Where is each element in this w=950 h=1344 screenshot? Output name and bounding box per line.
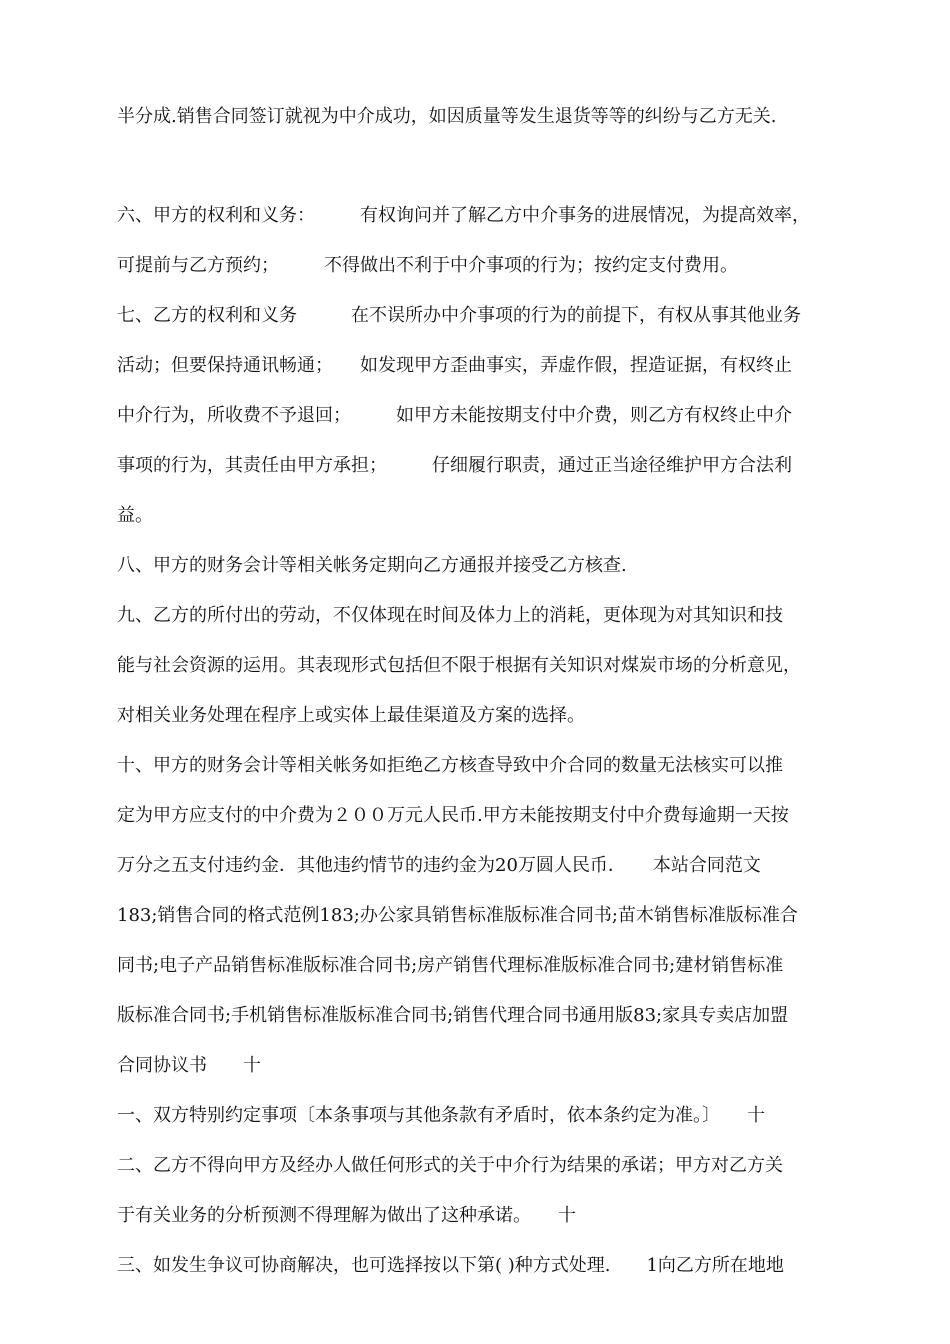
text-line: 益。	[117, 505, 153, 526]
text-line: 万分之五支付违约金．其他违约情节的违约金为20万圆人民币． 本站合同范文	[117, 855, 761, 876]
text-line: 九、乙方的所付出的劳动，不仅体现在时间及体力上的消耗，更体现为对其知识和技	[117, 605, 783, 626]
text-line: 二、乙方不得向甲方及经办人做任何形式的关于中介行为结果的承诺；甲方对乙方关	[117, 1155, 783, 1176]
text-line: 七、乙方的权利和义务 在不误所办中介事项的行为的前提下，有权从事其他业务	[117, 305, 801, 326]
text-line: 合同协议书 十	[117, 1055, 261, 1076]
text-line: 中介行为，所收费不予退回； 如甲方未能按期支付中介费，则乙方有权终止中介	[117, 405, 792, 426]
text-line: 版标准合同书;手机销售标准版标准合同书;销售代理合同书通用版83;家具专卖店加盟	[117, 1005, 789, 1026]
text-line: 对相关业务处理在程序上或实体上最佳渠道及方案的选择。	[117, 705, 585, 726]
text-line: 六、甲方的权利和义务： 有权询问并了解乙方中介事务的进展情况，为提高效率，	[117, 205, 810, 226]
text-line: 十、甲方的财务会计等相关帐务如拒绝乙方核查导致中介合同的数量无法核实可以推	[117, 755, 783, 776]
text-line: 活动；但要保持通讯畅通； 如发现甲方歪曲事实，弄虚作假，捏造证据，有权终止	[117, 355, 792, 376]
text-line: 同书;电子产品销售标准版标准合同书;房产销售代理标准版标准合同书;建材销售标准	[117, 955, 784, 976]
text-line: 于有关业务的分析预测不得理解为做出了这种承诺。 十	[117, 1205, 576, 1226]
text-line: 八、甲方的财务会计等相关帐务定期向乙方通报并接受乙方核查.	[117, 555, 627, 576]
text-line: 半分成.销售合同签订就视为中介成功，如因质量等发生退货等等的纠纷与乙方无关.	[117, 106, 777, 127]
text-line: 事项的行为，其责任由甲方承担； 仔细履行职责，通过正当途径维护甲方合法利	[117, 455, 792, 476]
text-line: 能与社会资源的运用。其表现形式包括但不限于根据有关知识对煤炭市场的分析意见，	[117, 655, 801, 676]
text-line: 可提前与乙方预约； 不得做出不利于中介事项的行为；按约定支付费用。	[117, 255, 738, 276]
text-line: 三、如发生争议可协商解决，也可选择按以下第( )种方式处理. 1向乙方所在地地	[117, 1255, 784, 1276]
text-line: 一、双方特别约定事项〔本条事项与其他条款有矛盾时，依本条约定为准。〕 十	[117, 1105, 765, 1126]
text-line: 定为甲方应支付的中介费为２００万元人民币.甲方未能按期支付中介费每逾期一天按	[117, 805, 789, 826]
text-line: 183;销售合同的格式范例183;办公家具销售标准版标准合同书;苗木销售标准版标准合	[117, 905, 798, 926]
